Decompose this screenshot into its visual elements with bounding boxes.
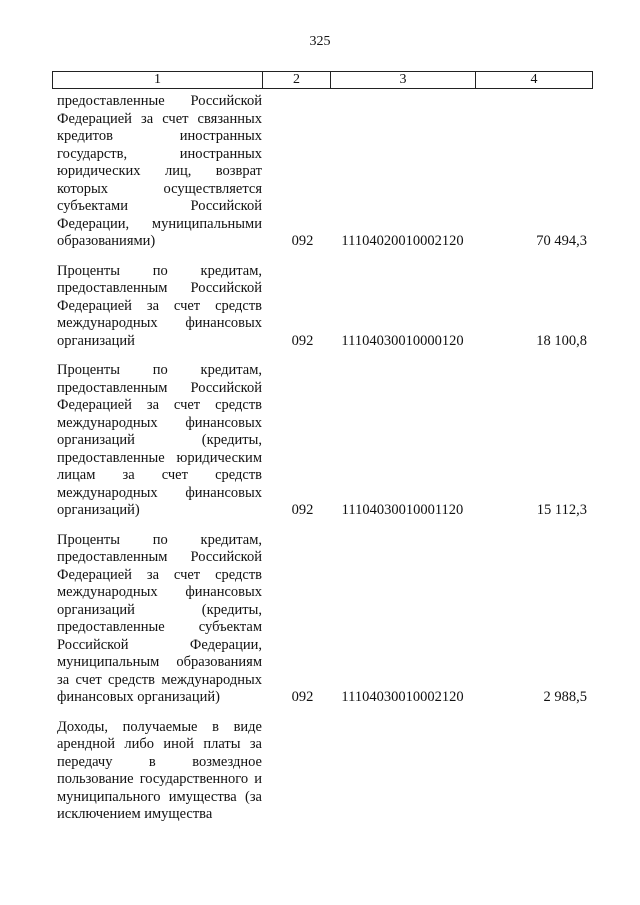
row-admin-code: 092 — [291, 689, 314, 705]
row-amount: 70 494,3 — [536, 233, 587, 249]
table-row — [52, 263, 592, 351]
table-row — [52, 719, 592, 824]
row-description: Проценты по кредитам, предоставленным Российской Федерацией за счет средств международных финансовых организаций — [57, 262, 262, 349]
row-amount: 18 100,8 — [536, 332, 587, 349]
row-description: Доходы, получаемые в виде арендной либо иной платы за передачу в возмездное пользование государственного и муниципального имущества (за исключением имущества — [57, 718, 262, 822]
row-budget-code: 11104030010002120 — [341, 689, 464, 705]
row-admin-code: 092 — [291, 502, 314, 518]
table-header — [52, 71, 593, 89]
row-admin-code: 092 — [291, 233, 314, 249]
header-col-3: 3 — [331, 72, 476, 89]
table-body — [52, 89, 592, 836]
header-col-1: 1 — [53, 72, 263, 89]
row-admin-code: 092 — [291, 332, 314, 349]
header-col-4: 4 — [476, 72, 593, 89]
table-row — [52, 362, 592, 520]
row-description: Проценты по кредитам, предоставленным Российской Федерацией за счет средств международных финансовых организаций (кредиты, предоставленные субъектам Российской Федерации, муниципальным образованиям за счет средств международных финансовых организаций) — [57, 531, 262, 705]
row-amount: 15 112,3 — [536, 502, 587, 518]
table-row — [52, 93, 592, 251]
row-description: Проценты по кредитам, предоставленным Российской Федерацией за счет средств международных финансовых организаций (кредиты, предоставленные юридическим лицам за счет средств международных финансовых организаций) — [57, 362, 262, 518]
table-row — [52, 532, 592, 707]
row-amount: 2 988,5 — [543, 689, 587, 705]
row-budget-code: 11104030010000120 — [341, 332, 464, 349]
header-col-2: 2 — [263, 72, 331, 89]
row-budget-code: 11104020010002120 — [341, 233, 464, 249]
row-description: предоставленные Российской Федерацией за счет связанных кредитов иностранных государств, иностранных юридических лиц, возврат которых осуществляется субъектами Российской Федерации, муниципальными образованиями) — [57, 93, 262, 249]
page-number: 325 — [309, 34, 331, 49]
row-budget-code: 11104030010001120 — [341, 502, 464, 518]
